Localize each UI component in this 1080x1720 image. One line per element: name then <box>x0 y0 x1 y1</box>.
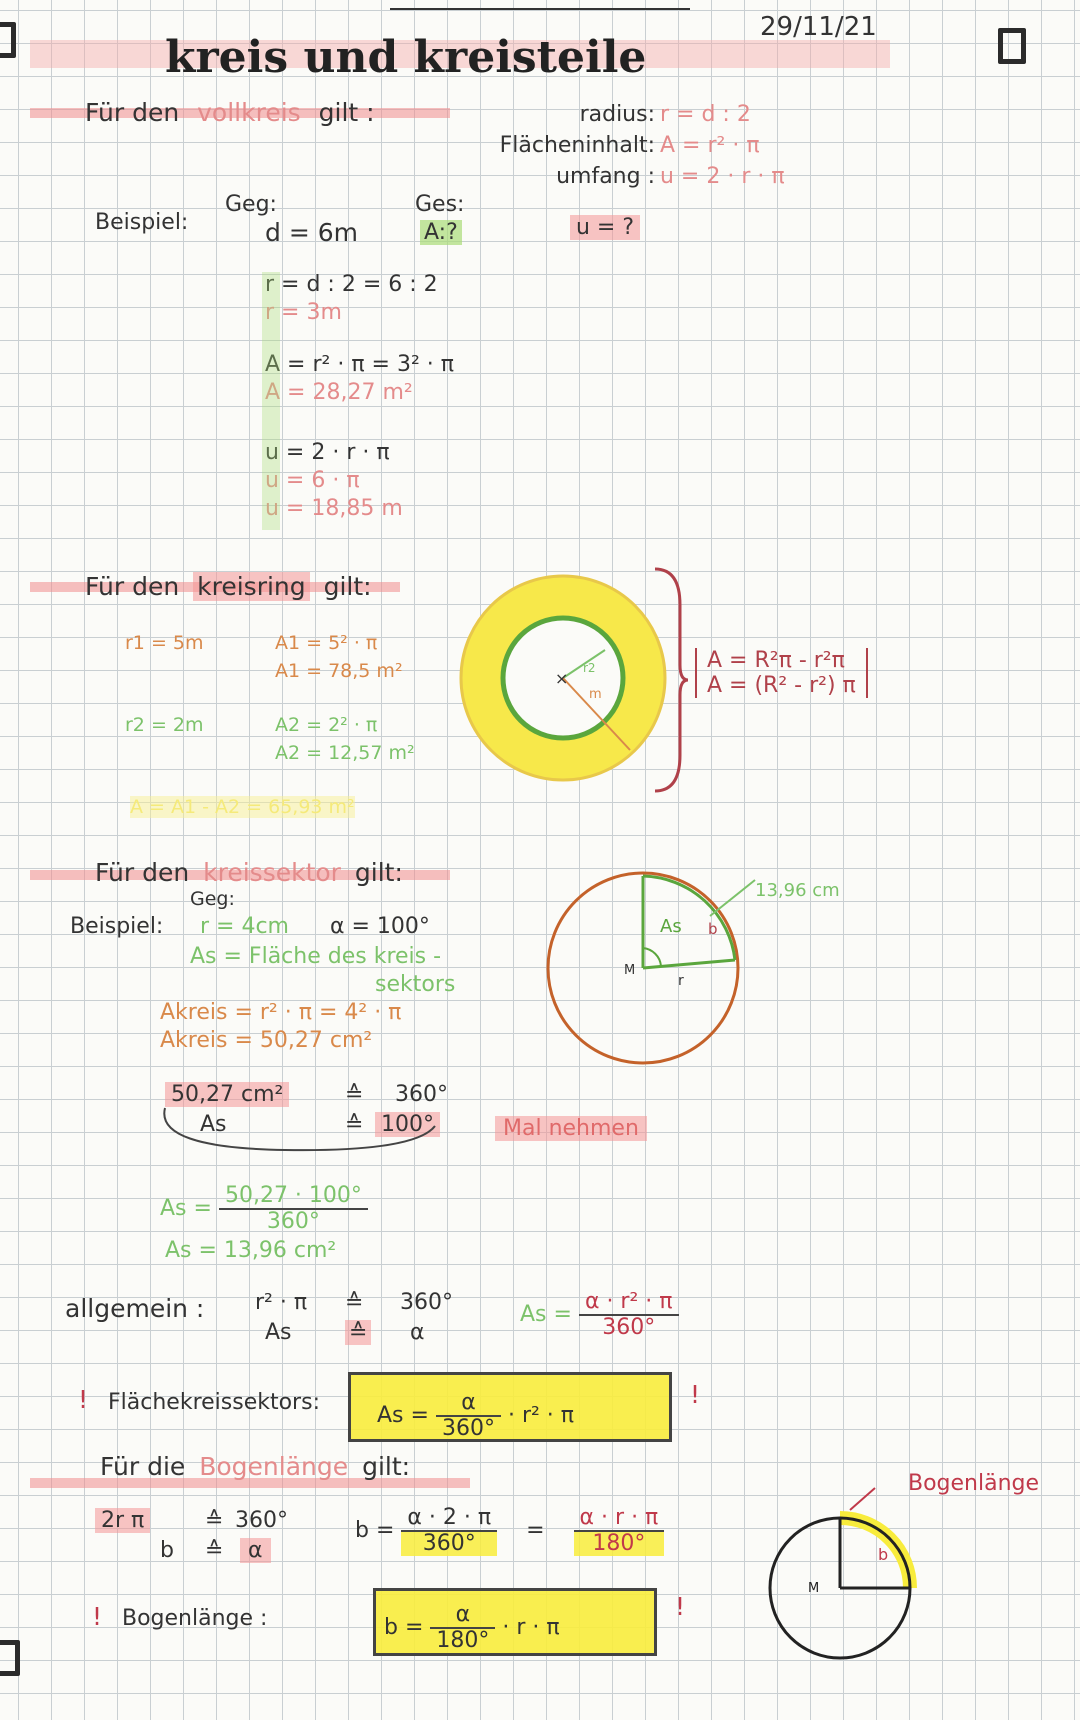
bogen-formula-box <box>373 1588 657 1656</box>
sector-box-formula: As = $\frac{\alpha}{360^\circ}$ · r² · π <box>377 1390 575 1442</box>
kreissektor-diagram <box>540 860 880 1080</box>
a1-step-2: A1 = 78,5 m² <box>275 660 403 682</box>
bogen-prop-right-1: 360° <box>235 1508 288 1533</box>
bogen-box-formula: b = $\frac{\alpha}{180^\circ}$ · r · π <box>384 1602 560 1654</box>
a2-step-2: A2 = 12,57 m² <box>275 742 415 764</box>
a-step-1: A = r² · π = 3² · π <box>265 352 455 377</box>
ring-formula-2: A = (R² - r²) π <box>707 673 856 698</box>
a-step-2: A = 28,27 m² <box>265 380 413 405</box>
diag-r2-label: r2 <box>583 661 596 675</box>
bogenlaenge-diagram <box>760 1470 1080 1670</box>
area-label: Flächeninhalt: <box>499 133 655 158</box>
bogen-prop-corr-1: ≙ <box>205 1508 224 1533</box>
bogen-prop-left-1: 2r π <box>95 1508 150 1533</box>
diag-m-label: M <box>624 963 636 978</box>
a1-step-1: A1 = 5² · π <box>275 632 378 654</box>
diag-value-label: 13,96 cm <box>755 880 840 901</box>
ring-formula-box <box>695 648 868 698</box>
sector-edge-2 <box>643 960 735 968</box>
r-step-1: r = d : 2 = 6 : 2 <box>265 272 438 297</box>
gen-left-1: r² · π <box>255 1290 308 1315</box>
prop-right-1: 360° <box>395 1082 448 1107</box>
perimeter-label: umfang : <box>556 164 655 189</box>
step-highlight <box>262 272 280 530</box>
section-heading-vollkreis: Für den vollkreis gilt : <box>85 98 375 127</box>
important-mark: ! <box>690 1380 701 1409</box>
diag-m-label: m <box>589 687 602 702</box>
section-heading-kreissektor: Für den kreissektor gilt: <box>95 858 403 887</box>
ges-label: Ges: <box>415 192 465 217</box>
ring-formula-1: A = R²π - r²π <box>707 648 845 673</box>
sector-box-label: Flächekreissektors: <box>108 1390 320 1415</box>
gen-right-1: 360° <box>400 1290 453 1315</box>
allgemein-label: allgemein : <box>65 1294 205 1323</box>
binder-icon <box>0 1640 20 1676</box>
a2-step-1: A2 = 2² · π <box>275 714 378 736</box>
u-step-3: u = 18,85 m <box>265 496 403 521</box>
u-step-2: u = 6 · π <box>265 468 360 493</box>
binder-icon <box>0 22 16 58</box>
top-line <box>390 8 690 10</box>
u-step-1: u = 2 · r · π <box>265 440 390 465</box>
wanted-u: u = ? <box>570 215 640 240</box>
prop-left-2: As <box>200 1112 227 1137</box>
given-alpha: α = 100° <box>330 914 430 939</box>
date: 29/11/21 <box>760 12 877 42</box>
prop-corr-2: ≙ <box>345 1112 364 1137</box>
gen-left-2: As <box>265 1320 292 1345</box>
r2-value: r2 = 2m <box>125 714 204 736</box>
section-heading-bogenlaenge: Für die Bogenlänge gilt: <box>100 1452 411 1481</box>
sector-formula-box <box>348 1372 672 1442</box>
as-definition-1: As = Fläche des kreis - <box>190 944 442 969</box>
prop-right-2: 100° <box>375 1112 440 1137</box>
bogen-prop-corr-2: ≙ <box>205 1538 224 1563</box>
area-formula: A = r² · π <box>660 133 760 158</box>
bogen-calc: b = $\frac{\alpha \cdot 2 \cdot \pi}{360^\circ}$ = $\frac{\alpha \cdot r \cdot \pi}{180^\circ}$ <box>355 1506 664 1556</box>
bogen-prop-left-2: b <box>160 1538 174 1563</box>
diag-as-label: As <box>660 916 682 937</box>
section-heading-kreisring: Für den kreisring gilt: <box>85 572 372 601</box>
pointer-line <box>710 880 755 916</box>
diag-m-label: M <box>808 1581 820 1596</box>
r1-value: r1 = 5m <box>125 632 204 654</box>
geg-label: Geg: <box>190 888 235 910</box>
sector-arc <box>643 876 735 960</box>
angle-mark <box>643 948 661 966</box>
diag-bogenlaenge-label: Bogenlänge <box>908 1471 1040 1496</box>
diag-r-label: r <box>678 973 684 989</box>
beispiel-label: Beispiel: <box>95 210 189 235</box>
multiply-loop <box>155 1078 455 1158</box>
given-r: r = 4cm <box>200 914 289 939</box>
geg-label: Geg: <box>225 192 277 217</box>
bogen-box-label: Bogenlänge : <box>122 1606 268 1631</box>
important-mark: ! <box>92 1602 103 1631</box>
curly-brace <box>650 565 690 795</box>
pointer-line <box>850 1488 875 1510</box>
r-step-2: r = 3m <box>265 300 342 325</box>
page-title: kreis und kreisteile <box>165 32 647 83</box>
svg-text:×: × <box>555 669 569 688</box>
binder-icon <box>998 28 1026 64</box>
gen-corr-1: ≙ <box>345 1290 364 1315</box>
radius-formula: r = d : 2 <box>660 102 751 127</box>
gen-corr-2: ≙ <box>345 1320 371 1345</box>
akreis-step-1: Akreis = r² · π = 4² · π <box>160 1000 402 1025</box>
ring-result: A = A1 - A2 = 65,93 m² <box>130 796 355 818</box>
diag-b-label: b <box>878 1545 889 1564</box>
beispiel-label: Beispiel: <box>70 914 164 939</box>
important-mark: ! <box>78 1385 89 1414</box>
perimeter-formula: u = 2 · r · π <box>660 164 785 189</box>
radius-label: radius: <box>579 102 655 127</box>
as-result: As = 13,96 cm² <box>165 1238 337 1263</box>
gen-right-2: α <box>410 1320 425 1345</box>
given-d: d = 6m <box>265 218 358 247</box>
bogen-prop-right-2: α <box>240 1538 271 1563</box>
akreis-step-2: Akreis = 50,27 cm² <box>160 1028 373 1053</box>
prop-corr-1: ≙ <box>345 1082 364 1107</box>
as-definition-2: sektors <box>375 972 456 997</box>
important-mark: ! <box>675 1592 686 1621</box>
mal-nehmen-note: Mal nehmen <box>495 1116 647 1141</box>
diag-b-label: b <box>708 920 718 938</box>
wanted-a: A:? <box>420 220 462 245</box>
as-calc: As = $\frac{50,27 \cdot 100^\circ}{360^\circ}$ <box>160 1184 368 1234</box>
prop-left-1: 50,27 cm² <box>165 1082 289 1107</box>
gen-result: As = $\frac{\text{α · r² · π}}{360^\circ}$ <box>520 1290 679 1340</box>
